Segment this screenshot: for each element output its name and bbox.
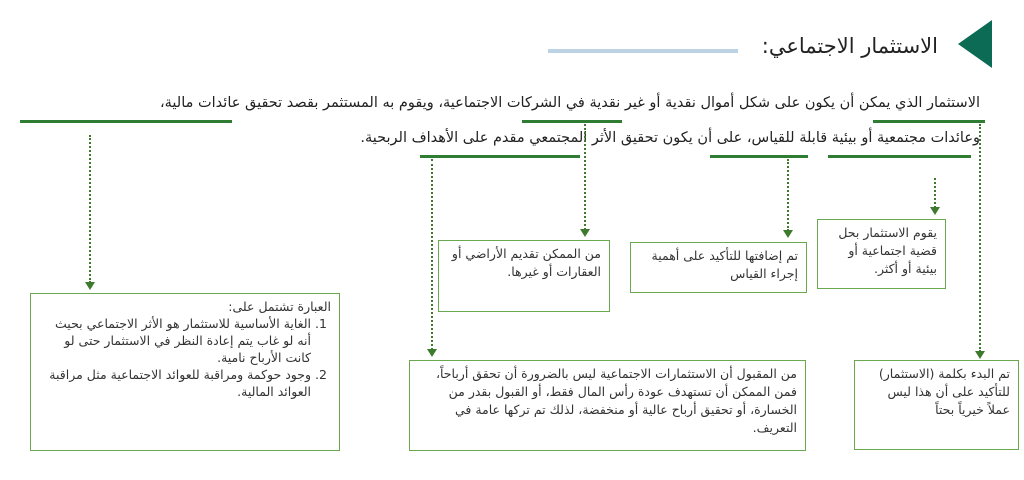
- connector-assets: [584, 124, 586, 230]
- definition-line-1: الاستثمار الذي يمكن أن يكون على شكل أموال نقدية أو غير نقدية في الشركات الاجتماعية، ويقوم به المستثمر بقصد تحقيق عائدات مالية،: [159, 95, 980, 111]
- note-word: تم البدء بكلمة (الاستثمار) للتأكيد على أن هذا ليس عملاً خيرياً بحتاً: [854, 360, 1019, 450]
- underline-community-returns: [828, 155, 971, 158]
- connector-word: [979, 124, 981, 352]
- arrow-down-icon: [580, 229, 590, 237]
- connector-purpose: [934, 178, 936, 208]
- connector-measure: [787, 159, 789, 231]
- summary-box: [30, 293, 340, 451]
- note-purpose: يقوم الاستثمار بحل قضية اجتماعية أو بيئية أو أكثر.: [817, 219, 946, 289]
- arrow-down-icon: [85, 282, 95, 290]
- underline-financial-returns: [20, 120, 232, 123]
- underline-investment: [873, 120, 985, 123]
- underline-non-cash: [522, 120, 622, 123]
- note-assets: من الممكن تقديم الأراضي أو العقارات أو غيرها.: [438, 240, 610, 312]
- summary-heading: العبارة تشتمل على:: [228, 299, 331, 314]
- title-marker-triangle-icon: [958, 20, 992, 68]
- note-measure: تم إضافتها للتأكيد على أهمية إجراء القياس: [630, 242, 807, 293]
- page-title: الاستثمار الاجتماعي:: [761, 34, 938, 58]
- list-item: 2. وجود حوكمة ومراقبة للعوائد الاجتماعية مثل مراقبة العوائد المالية.: [39, 366, 311, 400]
- title-decoration-bar: [548, 49, 738, 53]
- underline-social-impact: [420, 155, 580, 158]
- arrow-down-icon: [783, 230, 793, 238]
- arrow-down-icon: [930, 207, 940, 215]
- arrow-down-icon: [427, 349, 437, 357]
- summary-list: [39, 315, 331, 400]
- connector-summary: [89, 135, 91, 283]
- note-returns: من المقبول أن الاستثمارات الاجتماعية ليس بالضرورة أن تحقق أرباحاً، فمن الممكن أن تستهدف عودة رأس المال فقط، أو القبول بقدر من الخسارة، أو تحقيق أرباح عالية أو منخفضة، لذلك تم تركها عامة في التعريف.: [409, 360, 806, 451]
- connector-returns: [431, 159, 433, 350]
- list-item: 1. الغاية الأساسية للاستثمار هو الأثر الاجتماعي بحيث أنه لو غاب يتم إعادة النظر في الاستثمار حتى لو كانت الأرباح نامية.: [39, 315, 311, 366]
- underline-measurable: [710, 155, 808, 158]
- definition-line-2: وعائدات مجتمعية أو بيئية قابلة للقياس، على أن يكون تحقيق الأثر المجتمعي مقدم على الأهداف الربحية.: [360, 130, 980, 146]
- arrow-down-icon: [975, 351, 985, 359]
